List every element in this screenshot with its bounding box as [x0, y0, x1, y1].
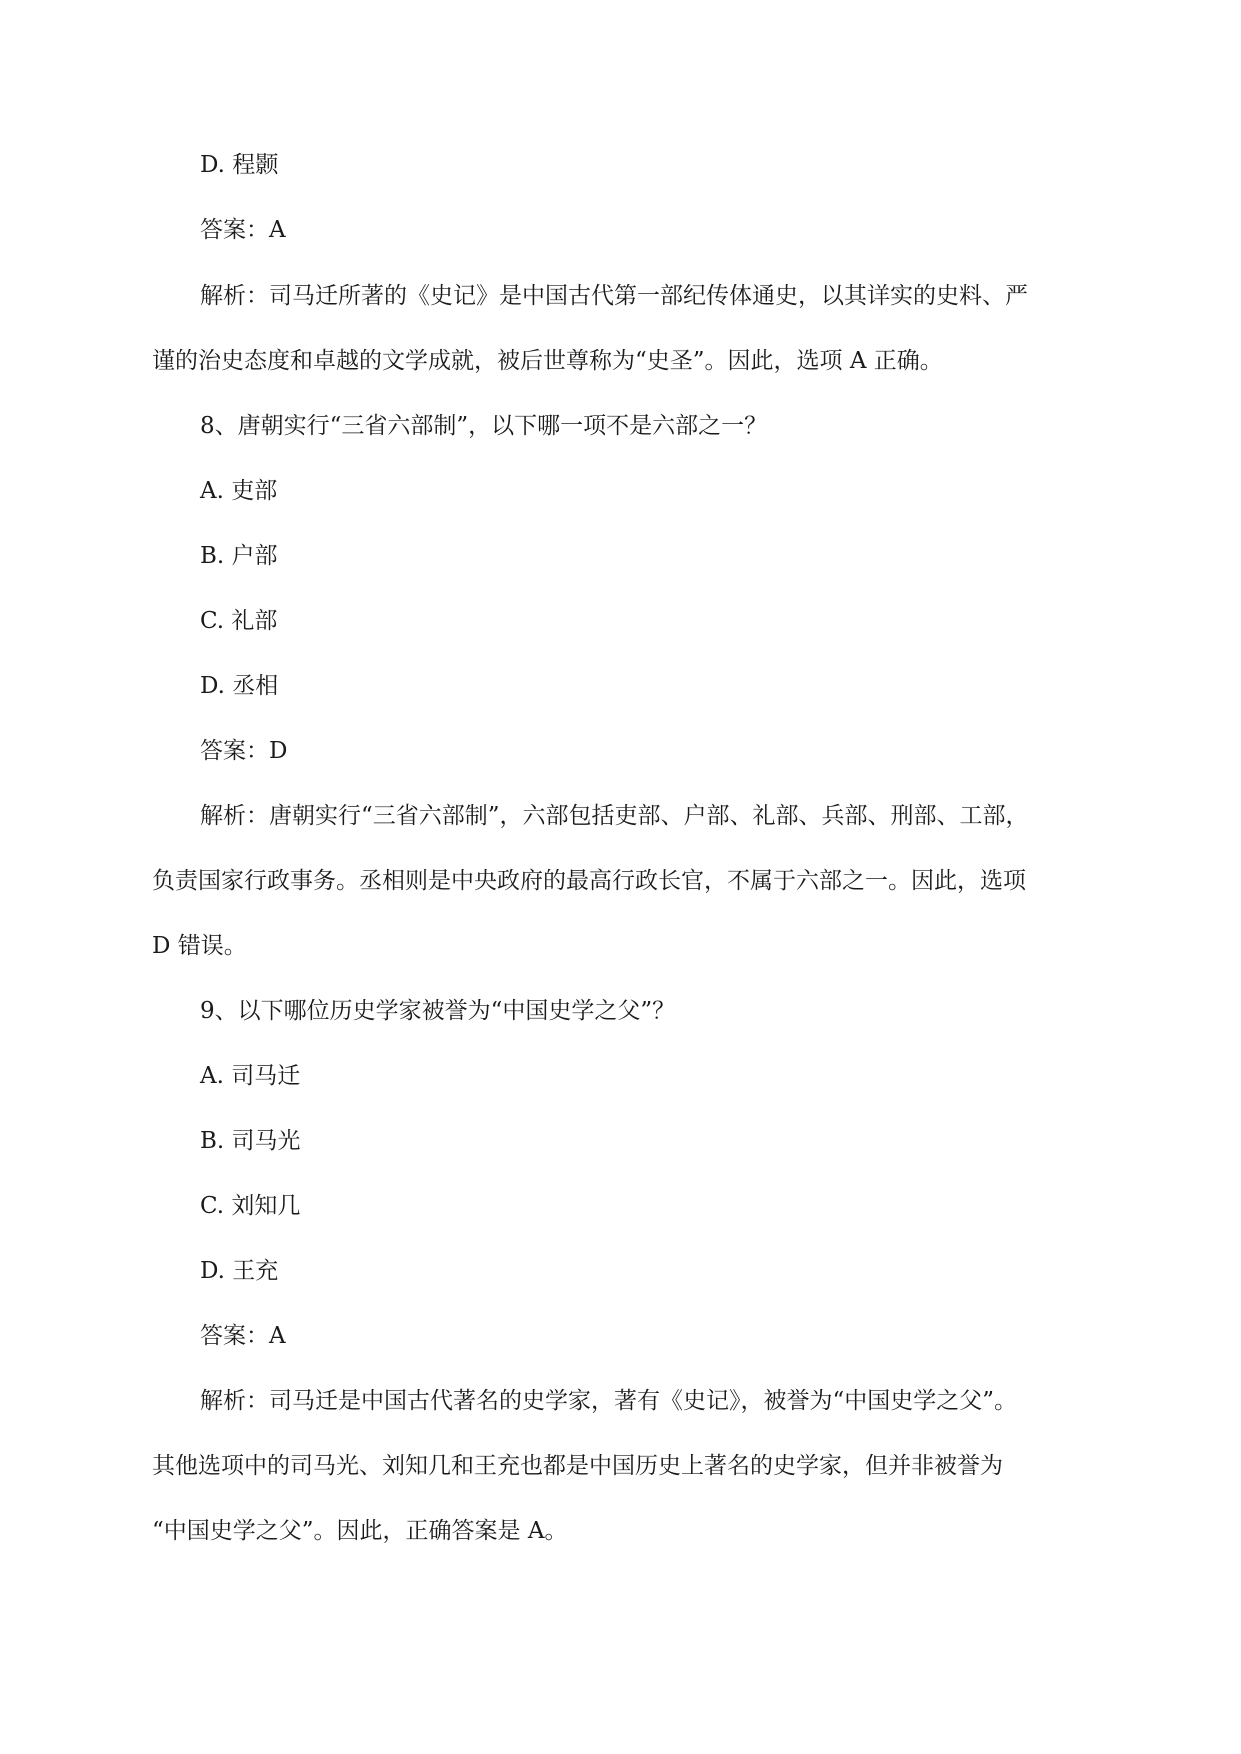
q7-explanation-line-2: 谨的治史态度和卓越的文学成就，被后世尊称为“史圣”。因此，选项 A 正确。 — [152, 348, 943, 374]
q9-question: 9、以下哪位历史学家被誉为“中国史学之父”？ — [200, 998, 676, 1024]
q8-answer: 答案：D — [200, 738, 288, 764]
q8-option-b: B. 户部 — [200, 543, 278, 569]
q7-answer: 答案：A — [200, 217, 286, 243]
q8-question: 8、唐朝实行“三省六部制”，以下哪一项不是六部之一？ — [200, 413, 768, 439]
q9-option-d: D. 王充 — [200, 1258, 279, 1284]
q9-option-c: C. 刘知几 — [200, 1193, 301, 1219]
q7-explanation-line-1: 解析：司马迁所著的《史记》是中国古代第一部纪传体通史，以其详实的史料、严 — [200, 283, 1028, 309]
q7-option-d: D. 程颢 — [200, 152, 279, 178]
q8-explanation-line-3: D 错误。 — [152, 933, 247, 959]
q8-option-d: D. 丞相 — [200, 673, 279, 699]
q9-option-a: A. 司马迁 — [200, 1063, 301, 1089]
q9-explanation-line-2: 其他选项中的司马光、刘知几和王充也都是中国历史上著名的史学家，但并非被誉为 — [152, 1453, 1003, 1479]
q8-option-c: C. 礼部 — [200, 608, 278, 634]
q9-explanation-line-3: “中国史学之父”。因此，正确答案是 A。 — [152, 1518, 568, 1544]
q9-answer: 答案：A — [200, 1323, 286, 1349]
q8-explanation-line-1: 解析：唐朝实行“三省六部制”，六部包括吏部、户部、礼部、兵部、刑部、工部， — [200, 803, 1029, 829]
q8-explanation-line-2: 负责国家行政事务。丞相则是中央政府的最高行政长官，不属于六部之一。因此，选项 — [152, 868, 1026, 894]
q9-explanation-line-1: 解析：司马迁是中国古代著名的史学家，著有《史记》，被誉为“中国史学之父”。 — [200, 1388, 1018, 1414]
q8-option-a: A. 吏部 — [200, 478, 278, 504]
q9-option-b: B. 司马光 — [200, 1128, 301, 1154]
